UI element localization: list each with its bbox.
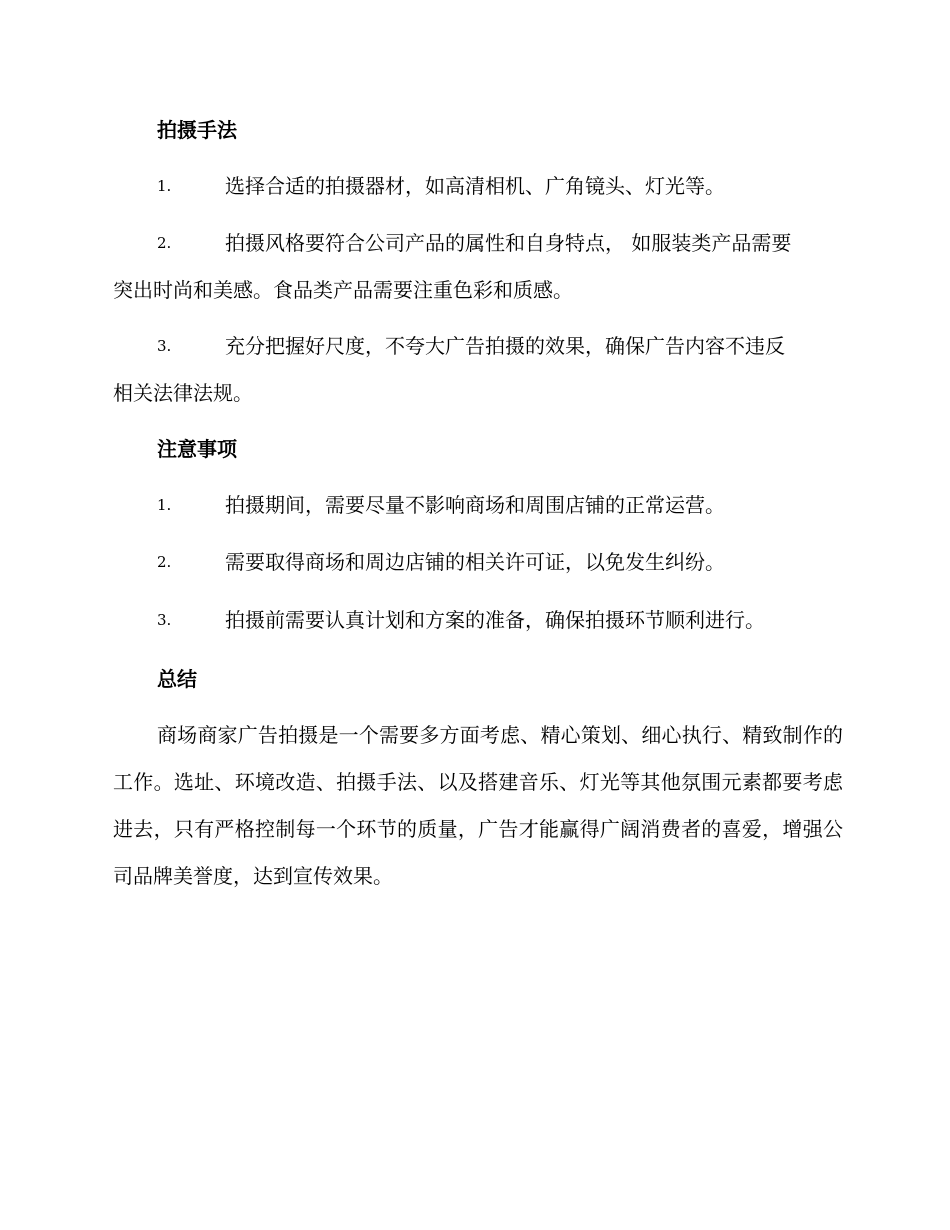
notes-item-3	[113, 597, 843, 644]
list-item-text: 拍摄前需要认真计划和方案的准备，确保拍摄环节顺利进行。	[225, 608, 765, 632]
list-number: 1.	[157, 496, 172, 514]
list-number: 2.	[157, 234, 172, 252]
list-item-text: 选择合适的拍摄器材，如高清相机、广角镜头、灯光等。	[225, 174, 725, 198]
list-number: 1.	[157, 177, 172, 195]
list-number: 3.	[157, 337, 172, 355]
technique-item-2	[113, 220, 843, 314]
list-item-text: 拍摄期间，需要尽量不影响商场和周围店铺的正常运营。	[225, 493, 725, 517]
summary-paragraph: 商场商家广告拍摄是一个需要多方面考虑、精心策划、细心执行、精致制作的工作。选址、环境改造、拍摄手法、以及搭建音乐、灯光等其他氛围元素都要考虑进去，只有严格控制每一个环节的质量，广告才能赢得广阔消费者的喜爱，增强公司品牌美誉度，达到宣传效果。	[113, 723, 843, 888]
list-item-text-continued: 突出时尚和美感。食品类产品需要注重色彩和质感。	[113, 278, 573, 302]
list-item-text: 充分把握好尺度，不夸大广告拍摄的效果，确保广告内容不违反	[225, 334, 785, 358]
list-number: 2.	[157, 553, 172, 571]
technique-item-1	[113, 163, 843, 210]
section-heading-technique: 拍摄手法	[157, 118, 237, 142]
list-item-text-continued: 相关法律法规。	[113, 381, 253, 405]
technique-item-3	[113, 323, 843, 417]
notes-item-2	[113, 539, 843, 586]
section-heading-notes: 注意事项	[157, 437, 237, 461]
list-item-text: 需要取得商场和周边店铺的相关许可证，以免发生纠纷。	[225, 550, 725, 574]
list-number: 3.	[157, 611, 172, 629]
notes-item-1	[113, 482, 843, 529]
list-item-text: 拍摄风格要符合公司产品的属性和自身特点， 如服装类产品需要	[225, 231, 792, 255]
section-heading-summary: 总结	[157, 667, 197, 691]
